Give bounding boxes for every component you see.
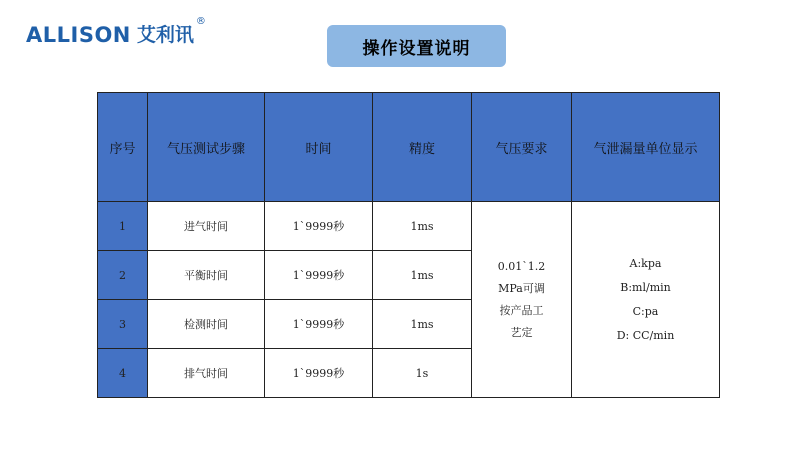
- header-leak-unit: 气泄漏量单位显示: [572, 93, 720, 202]
- unit-display-cell: [572, 202, 720, 398]
- logo-text-en: ALLISON: [26, 23, 131, 47]
- row-time: 1`9999秒: [265, 300, 373, 349]
- row-step: 检测时间: [148, 300, 265, 349]
- row-index: 1: [98, 202, 148, 251]
- row-time: 1`9999秒: [265, 349, 373, 398]
- row-step: 平衡时间: [148, 251, 265, 300]
- header-pressure: 气压要求: [472, 93, 572, 202]
- logo-text-cn: 艾利讯: [136, 24, 194, 46]
- header-time: 时间: [265, 93, 373, 202]
- row-time: 1`9999秒: [265, 202, 373, 251]
- row-precision: 1s: [373, 349, 472, 398]
- table-header-row: [98, 93, 720, 202]
- unit-option: C:pa: [632, 304, 659, 318]
- page-title: 操作设置说明: [327, 25, 506, 67]
- row-index: 2: [98, 251, 148, 300]
- header-precision: 精度: [373, 93, 472, 202]
- unit-option: D: CC/min: [616, 328, 675, 342]
- pressure-line: MPa可调: [498, 281, 545, 295]
- brand-logo: [26, 16, 206, 47]
- pressure-requirement-cell: [472, 202, 572, 398]
- table-row: [98, 202, 720, 251]
- row-precision: 1ms: [373, 251, 472, 300]
- pressure-line: 艺定: [510, 325, 533, 339]
- unit-option: B:ml/min: [620, 280, 671, 294]
- row-index: 3: [98, 300, 148, 349]
- row-precision: 1ms: [373, 300, 472, 349]
- registered-mark: ®: [195, 16, 206, 27]
- row-step: 排气时间: [148, 349, 265, 398]
- header-index: 序号: [98, 93, 148, 202]
- row-precision: 1ms: [373, 202, 472, 251]
- pressure-line: 0.01`1.2: [497, 259, 546, 273]
- row-time: 1`9999秒: [265, 251, 373, 300]
- pressure-line: 按产品工: [499, 303, 544, 317]
- settings-table: [97, 92, 720, 398]
- row-step: 进气时间: [148, 202, 265, 251]
- unit-option: A:kpa: [629, 256, 662, 270]
- header-step: 气压测试步骤: [148, 93, 265, 202]
- row-index: 4: [98, 349, 148, 398]
